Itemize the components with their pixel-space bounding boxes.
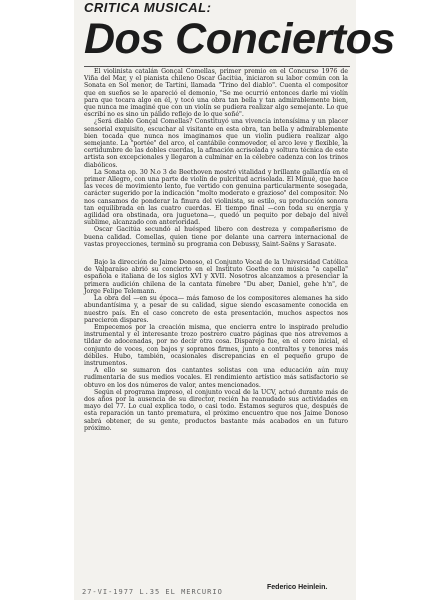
paragraph: ¿Será diablo Gonçal Comellas? Constituyó una vivencia intensísima y un placer sensorial exquisito, escuchar al visitante en esta obra, tan bella y admirablemente bien tocada que nunca nos imaginamos que un violín pudiera realizar algo semejante. La "portée" del arco, el cantábile conmovedor, el arco leve y flexible, la certidumbre de las dobles cuerdas, la afinación acrisolada y soltura técnica de este artista son excepcionales y llegaron a culminar en la célebre cadenza con los trinos diabólicos. <box>84 118 348 169</box>
handwritten-note: 27-VI-1977 L.35 EL MERCURIO <box>82 588 223 596</box>
paragraph: La obra del —en su época— más famoso de los compositores alemanes ha sido abundantísima y, a pesar de su calidad, sigue siendo escasamente conocida en nuestro país. En el caso concreto de esta presentación, muchos aspectos nos parecieron dispares. <box>84 295 348 324</box>
paragraph: Empecemos por la creación misma, que encierra entre lo inspirado preludio instrumental y el interesante trozo postrero cuatro páginas que nos atrevemos a tildar de adocenadas, por no decir otra cosa. Disparejo fue, en el coro inicial, el conjunto de voces, con bajos y sopranos firmes, junto a contraltos y tenores más débiles. Hubo, también, ocasionales discrepancias en el pequeño grupo de instrumentos. <box>84 323 348 367</box>
byline: Federico Heinlein. <box>267 584 328 591</box>
headline: Dos Conciertos <box>84 15 395 63</box>
paragraph: A ello se sumaron dos cantantes solistas con una educación aún muy rudimentaria de sus medios vocales. El rendimiento artístico más satisfactorio se obtuvo en los dos números de valor, antes mencionados. <box>84 367 348 389</box>
paragraph: La Sonata op. 30 N.o 3 de Beethoven mostró vitalidad y brillante gallardía en el primer Allegro, con una parte de violín de pulcritud acrisolada. El Minué, que hace las veces de movimiento lento, fue vertido con genuina particularmente sosegada, carácter sugerido por la indicación "molto moderato e grazioso" del compositor. No nos cansamos de ponderar la finura del violinista, su estilo, su producción sonora tan equilibrada en las cuatro cuerdas. El tiempo final —con toda su energía y agilidad ora obstinada, ora juguetona—, quedó un pequito por debajo del nivel sublime, alcanzado con anterioridad. <box>84 168 348 227</box>
paragraph: Oscar Gacitúa secundó al huésped libero con destreza y compañerismo de buena calidad. Comellas, quien tiene por delante una carrera internacional de vastas proyecciones, terminó su programa con Debussy, Saint-Saëns y Sarasate. <box>84 226 348 248</box>
article-body <box>84 68 348 432</box>
paragraph: Bajo la dirección de Jaime Donoso, el Conjunto Vocal de la Universidad Católica de Valparaíso abrió su concierto en el Instituto Goethe con música "a capella" española e italiana de los siglos XVI y XVII. Nosotros alcanzamos a presenciar la primera audición chilena de la cantata fúnebre "Du aber, Daniel, gehe h'n", de Jorge Felipe Telemann. <box>84 259 348 295</box>
paragraph: Según el programa impreso, el conjunto vocal de la UCV, actuó durante más de dos años por la ausencia de su director, recién ha reanudado sus actividades en mayo del 77. Lo cual explica todo, o casi todo. Estamos seguros que, después de esta reparación un tanto prematura, el próximo encuentro que nos Jaime Donoso sabrá obtener, de su gente, productos bastante más acabados en un futuro próximo. <box>84 388 348 432</box>
section-heading: CRITICA MUSICAL: <box>84 0 212 15</box>
paragraph: El violinista catalán Gonçal Comellas, primer premio en el Concurso 1976 de Viña del Mar, y el pianista chileno Oscar Gacitúa, iniciaron su labor común con la Sonata en Sol menor, de Tartini, llamada "Trino del diablo". Cuenta el compositor que en sueños se le apareció el demonio, "Se me ocurrió entonces darle mi violín para que tocara algo en él, y tocó una obra tan bella y tan admirablemente bien, que nunca me imaginé que con un violín se pudiera realizar algo semejante. Lo que escribí no es sino un pálido reflejo de lo que soñé". <box>84 68 348 119</box>
headline-rule <box>84 66 350 67</box>
section-separator <box>84 248 348 259</box>
